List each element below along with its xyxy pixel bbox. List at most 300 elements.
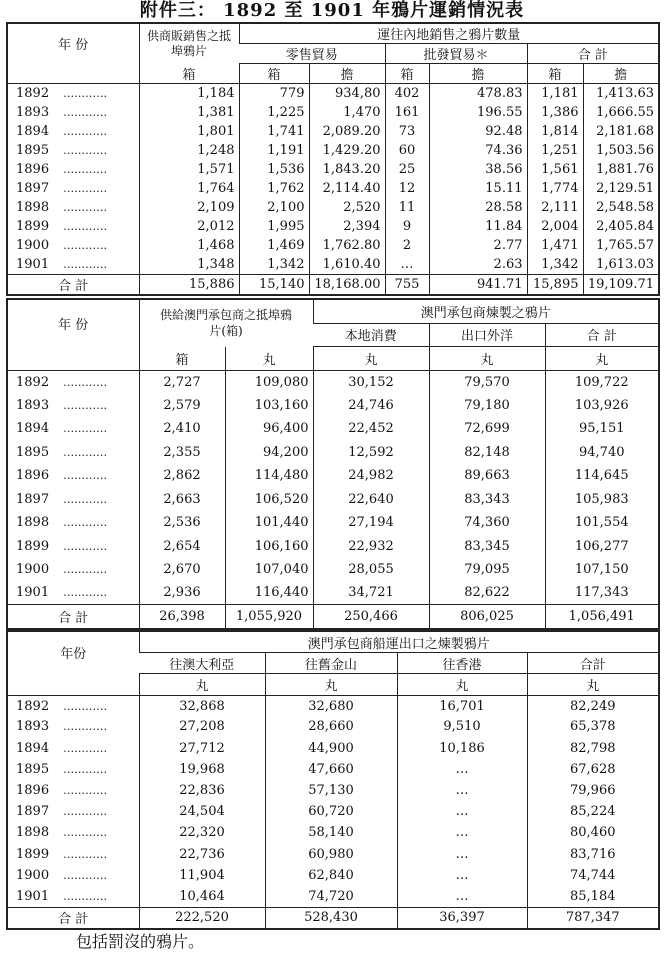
leader-dots: …………: [63, 220, 108, 234]
data-cell: 72,699: [429, 417, 545, 440]
leader-dots: …………: [63, 87, 108, 100]
data-cell: 83,716: [527, 844, 659, 865]
unit-cell: [7, 674, 139, 695]
year-value: 1901: [16, 257, 50, 273]
data-cell: 2,663: [139, 487, 225, 510]
retail-header: 零售貿易: [239, 44, 385, 64]
year-value: 1899: [16, 846, 50, 862]
year-cell: [7, 122, 139, 141]
data-cell: 1,191: [239, 141, 309, 160]
data-cell: 1,342: [239, 255, 309, 274]
year-cell: [7, 511, 139, 534]
data-cell: 1,536: [239, 160, 309, 179]
data-cell: 79,570: [429, 370, 545, 393]
table-row: [7, 738, 659, 759]
data-cell: 16,701: [397, 695, 527, 716]
data-cell: 2,536: [139, 511, 225, 534]
leader-dots: …………: [63, 105, 108, 119]
unit-cell: 箱: [139, 64, 239, 84]
data-cell: 32,680: [265, 695, 397, 716]
data-cell: 24,746: [313, 394, 429, 417]
year-cell: [7, 886, 139, 907]
year-value: 1895: [16, 761, 50, 777]
table-row: [7, 716, 659, 737]
year-value: 1900: [16, 867, 50, 883]
table-macau-refined: [6, 298, 660, 630]
table-row: [7, 255, 659, 274]
data-cell: 107,040: [225, 558, 313, 581]
leader-dots: …………: [63, 826, 108, 840]
unit-cell: 丸: [397, 674, 527, 695]
data-cell: 73: [385, 122, 429, 141]
leader-dots: …………: [63, 805, 108, 819]
year-cell: [7, 759, 139, 780]
data-cell: 1,571: [139, 160, 239, 179]
data-cell: 10,464: [139, 886, 265, 907]
data-cell: 74,744: [527, 865, 659, 886]
data-cell: 1,843.20: [309, 160, 385, 179]
data-cell: …: [397, 801, 527, 822]
unit-cell: 擔: [583, 64, 659, 84]
year-cell: [7, 441, 139, 464]
data-cell: 11.84: [429, 217, 527, 236]
table-row: [7, 417, 659, 440]
year-cell: [7, 179, 139, 198]
data-cell: 161: [385, 103, 429, 122]
table-row: [7, 217, 659, 236]
year-cell: [7, 84, 139, 103]
year-cell: [7, 716, 139, 737]
year-value: 1897: [16, 491, 50, 507]
total-cell: 528,430: [265, 907, 397, 929]
unit-cell: 箱: [139, 347, 225, 371]
data-cell: 1,468: [139, 236, 239, 255]
data-cell: 2,129.51: [583, 179, 659, 198]
unit-cell: [7, 347, 139, 371]
data-cell: 19,968: [139, 759, 265, 780]
data-cell: 2,114.40: [309, 179, 385, 198]
data-cell: 106,277: [545, 534, 659, 557]
data-cell: 934,80: [309, 84, 385, 103]
total-cell: 26,398: [139, 605, 225, 629]
leader-dots: …………: [63, 258, 108, 272]
leader-dots: …………: [63, 699, 108, 713]
leader-dots: …………: [63, 163, 108, 176]
year-cell: [7, 464, 139, 487]
year-value: 1896: [16, 783, 50, 799]
table-row: [7, 370, 659, 393]
data-cell: 2.63: [429, 255, 527, 274]
data-cell: 1,471: [527, 236, 583, 255]
data-cell: 103,160: [225, 394, 313, 417]
total-cell: 19,109.71: [583, 274, 659, 295]
year-value: 1895: [16, 444, 50, 460]
table-row: [7, 160, 659, 179]
data-cell: 101,440: [225, 511, 313, 534]
data-cell: 22,320: [139, 822, 265, 843]
table-row: [7, 844, 659, 865]
total-cell: 15,895: [527, 274, 583, 295]
data-cell: 28.58: [429, 198, 527, 217]
data-cell: 1,429.20: [309, 141, 385, 160]
data-cell: 82,148: [429, 441, 545, 464]
data-cell: 58,140: [265, 822, 397, 843]
data-cell: 1,610.40: [309, 255, 385, 274]
leader-dots: …………: [63, 847, 108, 861]
leader-dots: …………: [63, 889, 108, 903]
table-row: [7, 141, 659, 160]
unit-cell: [7, 64, 139, 84]
year-cell: [7, 738, 139, 759]
leader-dots: …………: [63, 492, 108, 506]
year-value: 1893: [16, 397, 50, 413]
year-value: 1898: [16, 825, 50, 841]
table-row: [7, 179, 659, 198]
data-cell: 1,613.03: [583, 255, 659, 274]
data-cell: 34,721: [313, 581, 429, 605]
data-cell: 60,980: [265, 844, 397, 865]
total-cell: 15,140: [239, 274, 309, 295]
table-inland-sales: [6, 22, 660, 296]
leader-dots: …………: [63, 398, 108, 412]
data-cell: 2.77: [429, 236, 527, 255]
data-cell: 1,225: [239, 103, 309, 122]
data-cell: 1,184: [139, 84, 239, 103]
year-value: 1896: [16, 468, 50, 484]
year-header: 年份: [60, 647, 87, 663]
year-cell: [7, 780, 139, 801]
data-cell: 11: [385, 198, 429, 217]
data-cell: 1,881.76: [583, 160, 659, 179]
total-cell: 1,056,491: [545, 605, 659, 629]
data-cell: 30,152: [313, 370, 429, 393]
export-group-header: 澳門承包商船運出口之煉製鴉片: [139, 631, 659, 653]
data-cell: 28,660: [265, 716, 397, 737]
data-cell: 9,510: [397, 716, 527, 737]
total-cell: 787,347: [527, 907, 659, 929]
data-cell: 22,452: [313, 417, 429, 440]
year-value: 1897: [16, 181, 50, 197]
data-cell: …: [397, 886, 527, 907]
year-value: 1892: [16, 698, 50, 714]
data-cell: 74,360: [429, 511, 545, 534]
leader-dots: …………: [63, 182, 108, 196]
data-cell: 2,520: [309, 198, 385, 217]
subtotal-header: 合 計: [545, 323, 659, 346]
data-cell: 79,180: [429, 394, 545, 417]
unit-cell: 丸: [265, 674, 397, 695]
year-value: 1894: [16, 123, 50, 139]
data-cell: 1,801: [139, 122, 239, 141]
data-cell: 1,381: [139, 103, 239, 122]
table-row: [7, 780, 659, 801]
year-value: 1893: [16, 104, 50, 120]
leader-dots: …………: [63, 143, 108, 157]
data-cell: 2,394: [309, 217, 385, 236]
year-value: 1899: [16, 538, 50, 554]
data-cell: 2,004: [527, 217, 583, 236]
data-cell: 74,720: [265, 886, 397, 907]
data-cell: 95,151: [545, 417, 659, 440]
data-cell: 60: [385, 141, 429, 160]
table-row: [7, 236, 659, 255]
data-cell: 27,208: [139, 716, 265, 737]
data-cell: 101,554: [545, 511, 659, 534]
unit-cell: 丸: [527, 674, 659, 695]
data-cell: 106,520: [225, 487, 313, 510]
table-row: [7, 534, 659, 557]
data-cell: 103,926: [545, 394, 659, 417]
year-cell: [7, 695, 139, 716]
data-cell: 74.36: [429, 141, 527, 160]
table-row: [7, 464, 659, 487]
data-cell: 114,480: [225, 464, 313, 487]
total-cell: 36,397: [397, 907, 527, 929]
data-cell: 22,932: [313, 534, 429, 557]
year-value: 1894: [16, 740, 50, 756]
data-cell: 79,966: [527, 780, 659, 801]
san-francisco-header: 往舊金山: [265, 653, 397, 674]
data-cell: 44,900: [265, 738, 397, 759]
data-cell: 10,186: [397, 738, 527, 759]
year-cell: [7, 103, 139, 122]
year-value: 1892: [16, 374, 50, 390]
table-macau-exports: [6, 630, 660, 930]
data-cell: 779: [239, 84, 309, 103]
data-cell: 1,503.56: [583, 141, 659, 160]
subtotal-header: 合 計: [527, 44, 659, 64]
total-label: 合 計: [7, 274, 139, 295]
year-value: 1898: [16, 515, 50, 531]
leader-dots: …………: [63, 868, 108, 882]
leader-dots: …………: [63, 239, 108, 253]
year-value: 1900: [16, 562, 50, 578]
data-cell: 2,410: [139, 417, 225, 440]
data-cell: 1,386: [527, 103, 583, 122]
table-row: [7, 394, 659, 417]
data-cell: 83,343: [429, 487, 545, 510]
data-cell: 67,628: [527, 759, 659, 780]
unit-cell: 箱: [527, 64, 583, 84]
wholesale-header: 批發貿易＊: [385, 44, 527, 64]
table-row: [7, 511, 659, 534]
leader-dots: …………: [63, 586, 108, 600]
year-cell: [7, 160, 139, 179]
data-cell: 105,983: [545, 487, 659, 510]
data-cell: 22,736: [139, 844, 265, 865]
year-value: 1896: [16, 162, 50, 177]
leader-dots: …………: [63, 784, 108, 798]
year-value: 1895: [16, 142, 50, 158]
total-cell: 806,025: [429, 605, 545, 629]
year-value: 1897: [16, 804, 50, 820]
table-row: [7, 865, 659, 886]
data-cell: 12,592: [313, 441, 429, 464]
unit-cell: 丸: [313, 347, 429, 371]
data-cell: 1,764: [139, 179, 239, 198]
total-cell: 222,520: [139, 907, 265, 929]
data-cell: 12: [385, 179, 429, 198]
year-cell: [7, 370, 139, 393]
year-header: 年 份: [58, 38, 89, 54]
unit-cell: 箱: [239, 64, 309, 84]
total-label: 合 計: [7, 907, 139, 929]
data-cell: 2,012: [139, 217, 239, 236]
year-cell: [7, 255, 139, 274]
data-cell: 2: [385, 236, 429, 255]
data-cell: 85,224: [527, 801, 659, 822]
data-cell: 1,762.80: [309, 236, 385, 255]
data-cell: 1,342: [527, 255, 583, 274]
data-cell: 1,561: [527, 160, 583, 179]
leader-dots: …………: [63, 422, 108, 436]
data-cell: 1,814: [527, 122, 583, 141]
data-cell: 2,405.84: [583, 217, 659, 236]
table-row: [7, 84, 659, 103]
total-cell: 755: [385, 274, 429, 295]
data-cell: 2,936: [139, 581, 225, 605]
data-cell: 27,712: [139, 738, 265, 759]
total-cell: 250,466: [313, 605, 429, 629]
data-cell: …: [397, 780, 527, 801]
table-row: [7, 487, 659, 510]
data-cell: 2,100: [239, 198, 309, 217]
data-cell: 94,200: [225, 441, 313, 464]
local-header: 本地消費: [313, 323, 429, 346]
leader-dots: …………: [63, 516, 108, 530]
leader-dots: …………: [63, 762, 108, 776]
data-cell: 22,836: [139, 780, 265, 801]
data-cell: 1,741: [239, 122, 309, 141]
data-cell: 38.56: [429, 160, 527, 179]
data-cell: 83,345: [429, 534, 545, 557]
table-row: [7, 801, 659, 822]
year-cell: [7, 844, 139, 865]
data-cell: 82,249: [527, 695, 659, 716]
data-cell: 107,150: [545, 558, 659, 581]
table-row: [7, 886, 659, 907]
data-cell: 1,765.57: [583, 236, 659, 255]
year-value: 1898: [16, 200, 50, 216]
data-cell: 2,109: [139, 198, 239, 217]
table-row: [7, 581, 659, 605]
year-cell: [7, 822, 139, 843]
data-cell: 1,348: [139, 255, 239, 274]
year-value: 1899: [16, 219, 50, 235]
table-row: [7, 695, 659, 716]
export-header: 出口外洋: [429, 323, 545, 346]
data-cell: 82,798: [527, 738, 659, 759]
supply-header: 供商販銷售之抵埠鴉片: [139, 23, 239, 64]
year-cell: [7, 558, 139, 581]
data-cell: 1,248: [139, 141, 239, 160]
unit-cell: 丸: [225, 347, 313, 371]
data-cell: 11,904: [139, 865, 265, 886]
leader-dots: …………: [63, 720, 108, 734]
total-cell: 941.71: [429, 274, 527, 295]
data-cell: 96,400: [225, 417, 313, 440]
data-cell: 114,645: [545, 464, 659, 487]
table-row: [7, 558, 659, 581]
table-row: [7, 198, 659, 217]
year-value: 1900: [16, 238, 50, 254]
year-value: 1901: [16, 888, 50, 904]
data-cell: 80,460: [527, 822, 659, 843]
leader-dots: …………: [63, 469, 108, 483]
unit-cell: 丸: [429, 347, 545, 371]
unit-cell: 丸: [545, 347, 659, 371]
data-cell: 109,080: [225, 370, 313, 393]
data-cell: 2,862: [139, 464, 225, 487]
data-cell: …: [397, 844, 527, 865]
year-cell: [7, 236, 139, 255]
data-cell: 28,055: [313, 558, 429, 581]
data-cell: 32,868: [139, 695, 265, 716]
total-cell: 15,886: [139, 274, 239, 295]
leader-dots: …………: [63, 201, 108, 215]
data-cell: 82,622: [429, 581, 545, 605]
data-cell: 57,130: [265, 780, 397, 801]
year-cell: [7, 217, 139, 236]
data-cell: 1,995: [239, 217, 309, 236]
data-cell: 22,640: [313, 487, 429, 510]
data-cell: 65,378: [527, 716, 659, 737]
data-cell: 24,504: [139, 801, 265, 822]
year-value: 1892: [16, 86, 50, 101]
page-title: 附件三： 1892 至 1901 年鴉片運銷情況表: [139, 0, 525, 21]
data-cell: 2,089.20: [309, 122, 385, 141]
data-cell: …: [397, 865, 527, 886]
data-cell: 116,440: [225, 581, 313, 605]
data-cell: 2,181.68: [583, 122, 659, 141]
data-cell: 109,722: [545, 370, 659, 393]
data-cell: …: [385, 255, 429, 274]
data-cell: 85,184: [527, 886, 659, 907]
subtotal-header: 合計: [527, 653, 659, 674]
data-cell: …: [397, 759, 527, 780]
data-cell: 9: [385, 217, 429, 236]
data-cell: 117,343: [545, 581, 659, 605]
data-cell: 1,774: [527, 179, 583, 198]
year-cell: [7, 801, 139, 822]
year-cell: [7, 534, 139, 557]
footnote: 包括罰沒的鴉片。: [76, 932, 205, 951]
hong-kong-header: 往香港: [397, 653, 527, 674]
data-cell: 27,194: [313, 511, 429, 534]
data-cell: 25: [385, 160, 429, 179]
data-cell: 1,413.63: [583, 84, 659, 103]
supply-header: 供給澳門承包商之抵埠鴉片(箱): [139, 299, 313, 347]
data-cell: 2,111: [527, 198, 583, 217]
year-cell: [7, 141, 139, 160]
data-cell: 1,181: [527, 84, 583, 103]
data-cell: 2,654: [139, 534, 225, 557]
data-cell: 2,355: [139, 441, 225, 464]
data-cell: 24,982: [313, 464, 429, 487]
data-cell: 1,666.55: [583, 103, 659, 122]
year-value: 1894: [16, 421, 50, 437]
data-cell: 1,762: [239, 179, 309, 198]
year-value: 1901: [16, 585, 50, 601]
data-cell: 62,840: [265, 865, 397, 886]
leader-dots: …………: [63, 124, 108, 138]
data-cell: 1,251: [527, 141, 583, 160]
data-cell: 94,740: [545, 441, 659, 464]
year-cell: [7, 198, 139, 217]
data-cell: 2,670: [139, 558, 225, 581]
total-label: 合 計: [7, 605, 139, 629]
refined-group-header: 澳門承包商煉製之鴉片: [313, 299, 659, 323]
